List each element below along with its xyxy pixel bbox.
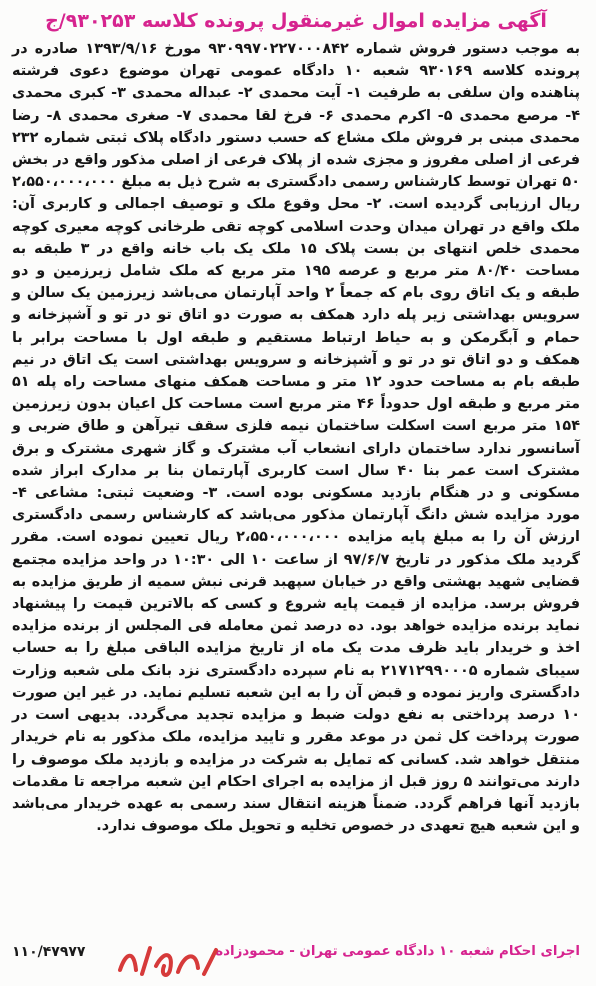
notice-footer xyxy=(12,940,580,980)
handwritten-mark-icon xyxy=(112,940,232,984)
notice-body-paragraph: به موجب دستور فروش شماره ۹۳۰۹۹۷۰۲۲۷۰۰۰۸۴۲ مورخ ۱۳۹۳/۹/۱۶ صادره در پرونده کلاسه ۹۳۰۱۶۹ شعبه ۱۰ دادگاه عمومی تهران موضوع دعوی فرشته پناهنده وان سلفی به طرفیت ۱- آیت محمدی ۲- عبداله محمدی ۳- کبری محمدی ۴- مرصع محمدی ۵- اکرم محمدی ۶- فرخ لقا محمدی ۷- صغری محمدی ۸- رضا محمدی مبنی بر فروش ملک مشاع که حسب دستور دادگاه پلاک ثبتی شماره ۲۳۲ فرعی از اصلی مفروز و مجزی شده از پلاک فرعی از اصلی مذکور واقع در بخش ۵۰ تهران توسط کارشناس رسمی دادگستری به شرح ذیل به مبلغ ۲،۵۵۰،۰۰۰،۰۰۰ ریال ارزیابی گردیده است. ۲- محل وقوع ملک و توصیف اجمالی و کاربری آن: ملک واقع در تهران میدان وحدت اسلامی کوچه تقی طرخانی کوچه معیری کوچه محمدی خلص انتهای بن بست پلاک ۱۵ ملک یک باب خانه واقع در ۳ طبقه به مساحت ۸۰/۴۰ متر مربع و عرصه ۱۹۵ متر مربع که ملک شامل زیرزمین و دو طبقه و یک اتاق روی بام که جمعاً ۲ واحد آپارتمان می‌باشد زیرزمین یک سالن و سرویس بهداشتی زیر پله دارد همکف به صورت دو اتاق تو در تو و آشپزخانه و حمام و آبگرمکن و به حیاط ارتباط مستقیم و طبقه اول با مساحت برابر با همکف و دو اتاق تو در تو و آشپزخانه و سرویس بهداشتی است یک اتاق در نیم طبقه بام به مساحت حدود ۱۲ متر و مساحت همکف منهای مساحت راه پله ۵۱ متر مربع و طبقه اول حدوداً ۴۶ متر مربع است مساحت کل اعیان بدون زیرزمین ۱۵۴ متر مربع است اسکلت ساختمان نیمه فلزی سقف تیرآهن و طاق ضربی و آسانسور ندارد ساختمان دارای انشعاب آب مشترک و گاز شهری مشترک و برق مشترک است عمر بنا ۴۰ سال است کاربری آپارتمان بنا بر مدارک ابراز شده مسکونی و در هنگام بازدید مسکونی بوده است. ۳- وضعیت ثبتی: مشاعی ۴- مورد مزایده شش دانگ آپارتمان مذکور می‌باشد که کارشناس رسمی دادگستری ارزش آن را به مبلغ پایه مزایده ۲،۵۵۰،۰۰۰،۰۰۰ ریال تعیین نموده است. مقرر گردید ملک مذکور در تاریخ ۹۷/۶/۷ از ساعت ۱۰ الی ۱۰:۳۰ در واحد مزایده مجتمع قضایی شهید بهشتی واقع در خیابان سپهبد قرنی نبش سمیه از طریق مزایده به فروش برسد. مزایده از قیمت پایه شروع و کسی که بالاترین قیمت را پیشنهاد نماید برنده مزایده خواهد بود. ده درصد ثمن معامله فی المجلس از برنده مزایده اخذ و خریدار باید ظرف مدت یک ماه از تاریخ مزایده الباقی مبلغ را به حساب سیبای شماره ۲۱۷۱۲۹۹۰۰۰۵ به نام سپرده دادگستری نزد بانک ملی شعبه وزارت دادگستری واریز نموده و قبض آن را به این شعبه تسلیم نماید. در غیر این صورت ۱۰ درصد پرداختی به نفع دولت ضبط و مزایده تجدید می‌گردد. بدیهی است در صورت پرداخت کل ثمن در موعد مقرر و تایید مزایده، ملک مذکور به نام خریدار منتقل خواهد شد. کسانی که تمایل به شرکت در مزایده و بازدید ملک موصوف را دارند می‌توانند ۵ روز قبل از مزایده به اجرای احکام این شعبه مراجعه تا مقدمات بازدید آنها فراهم گردد. ضمناً هزینه انتقال سند رسمی به عهده خریدار می‌باشد و این شعبه هیچ تعهدی در خصوص تخلیه و تحویل ملک موصوف ندارد. xyxy=(12,41,581,835)
notice-body xyxy=(12,38,580,837)
issuer-signature-line: اجرای احکام شعبه ۱۰ دادگاه عمومی تهران - محمودزاده xyxy=(215,944,580,959)
notice-reference-code: ۱۱۰/۴۷۹۷۷ xyxy=(12,944,86,960)
notice-title: آگهی مزایده اموال غیرمنقول پرونده کلاسه ۹۳۰۲۵۳/ج xyxy=(45,10,547,32)
